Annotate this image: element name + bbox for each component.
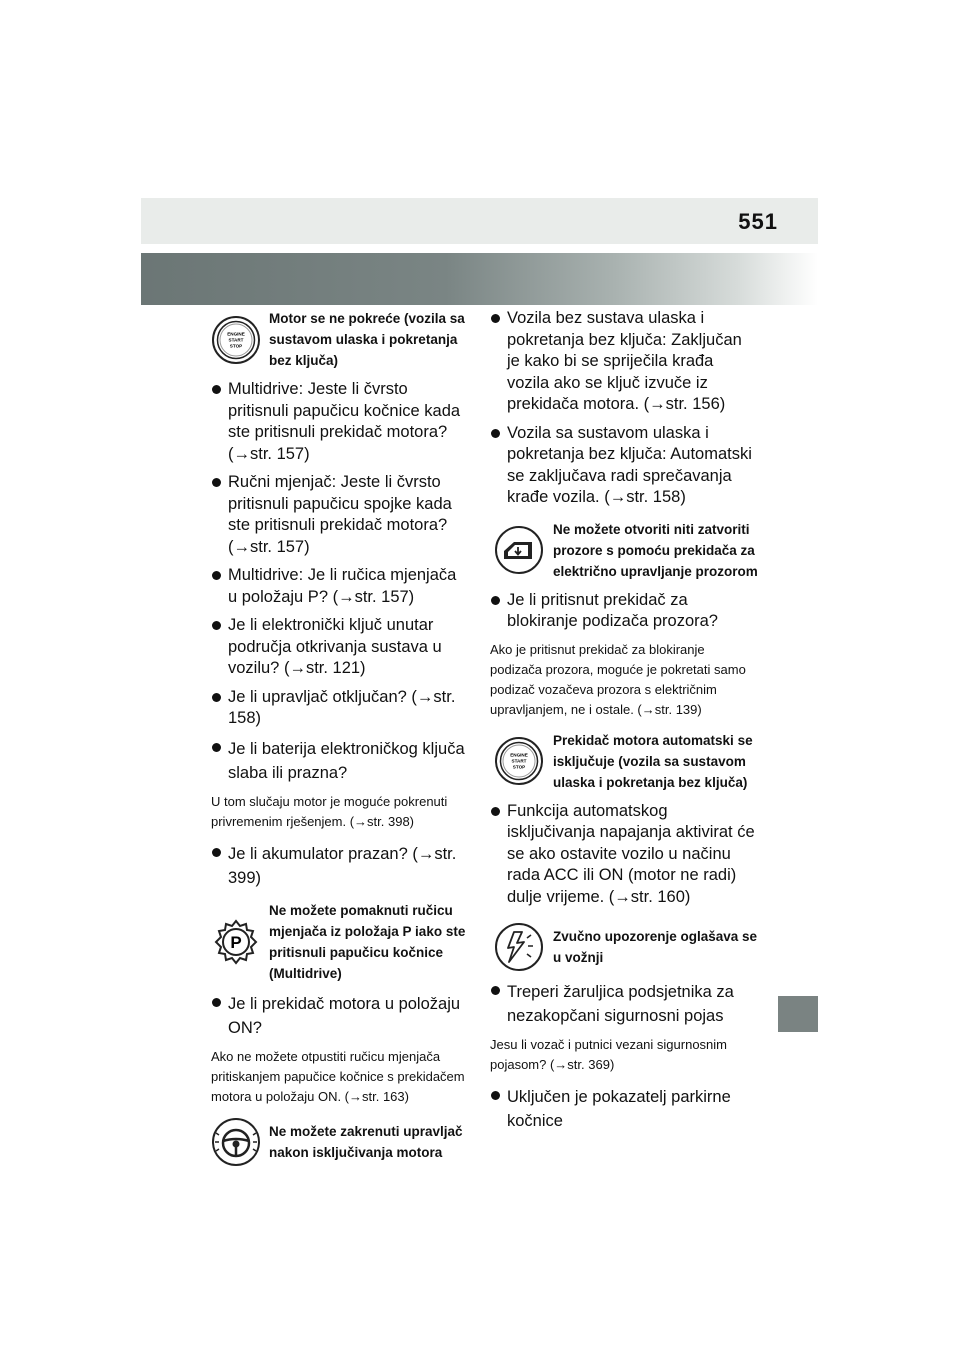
note-text: Ako je pritisnut prekidač za blokiranje podizača prozora, moguće je pokretati samo podizač vozačeva prozora s električnim upravljanjem, ne i ostale. (→str. 139) <box>490 641 746 717</box>
bullet-item: Je li pritisnut prekidač za blokiranje podizača prozora? <box>490 590 758 633</box>
park-gear-icon <box>211 917 261 967</box>
section-title: Prekidač motora automatski se isključuje (vozila sa sustavom ulaska i pokretanja bez ključa) <box>553 732 753 790</box>
engine-start-stop-icon <box>211 315 261 365</box>
section-title: Zvučno upozorenje oglašava se u vožnji <box>553 929 758 965</box>
page-number: 551 <box>738 209 778 234</box>
bullet-item: Je li akumulator prazan? (→str. 399) <box>211 842 469 890</box>
bullet-item: Multidrive: Je li ručica mjenjača u položaju P? (→str. 157) <box>211 565 469 608</box>
section-auto-power-off <box>490 730 758 793</box>
bullet-item: Treperi žaruljica podsjetnika za nezakopčani sigurnosni pojas <box>490 980 758 1028</box>
section-title: Ne možete zakrenuti upravljač nakon isključivanja motora <box>269 1123 463 1160</box>
right-column <box>490 308 758 1140</box>
bullet-item: Je li prekidač motora u položaju ON? <box>211 992 469 1040</box>
bullet-item: Je li elektronički ključ unutar područja otkrivanja sustava u vozilu? (→str. 121) <box>211 615 469 680</box>
bullet-item: Funkcija automatskog isključivanja napajanja aktivirat će se ako ostavite vozilo u načinu rada ACC ili ON (motor ne radi) dulje vrijeme. (→str. 160) <box>490 801 758 909</box>
warning-alarm-icon <box>494 922 544 972</box>
section-title: Motor se ne pokreće (vozila sa sustavom ulaska i pokretanja bez ključa) <box>269 311 465 368</box>
section-title: Ne možete pomaknuti ručicu mjenjača iz položaja P iako ste pritisnuli papučicu kočnice (Multidrive) <box>269 902 466 981</box>
note-text: Jesu li vozač i putnici vezani sigurnosnim pojasom? (→str. 369) <box>490 1037 727 1072</box>
section-title: Ne možete otvoriti niti zatvoriti prozore s pomoću prekidača za električno upravljanje prozorom <box>553 521 758 579</box>
bullet-item: Je li baterija elektroničkog ključa slaba ili prazna? <box>211 737 469 785</box>
section-band <box>141 253 818 305</box>
power-window-icon <box>494 525 544 575</box>
svg-text:ENGINE: ENGINE <box>510 752 528 758</box>
section-engine-wont-start <box>211 308 469 371</box>
chapter-tab <box>778 996 818 1032</box>
svg-text:P: P <box>230 932 242 952</box>
note-text: U tom slučaju motor je moguće pokrenuti privremenim rješenjem. (→str. 398) <box>211 793 448 829</box>
svg-text:ENGINE: ENGINE <box>227 331 245 336</box>
svg-text:START: START <box>511 758 527 764</box>
bullet-item: Je li upravljač otključan? (→str. 158) <box>211 687 469 730</box>
bullet-item: Multidrive: Jeste li čvrsto pritisnuli papučicu kočnice kada ste pritisnuli prekidač motora? (→str. 157) <box>211 379 469 465</box>
bullet-item: Ručni mjenjač: Jeste li čvrsto pritisnuli papučicu spojke kada ste pritisnuli prekidač motora? (→str. 157) <box>211 472 469 558</box>
section-shift-lever <box>211 900 469 984</box>
bullet-item: Vozila bez sustava ulaska i pokretanja bez ključa: Zaključan je kako bi se spriječila krađa vozila ako se ključ izvuče iz prekidača motora. (→str. 156) <box>490 308 758 416</box>
engine-start-stop-icon <box>494 736 544 786</box>
section-warning-buzzer <box>490 922 758 972</box>
svg-text:STOP: STOP <box>229 343 243 348</box>
section-steering-lock <box>211 1117 469 1167</box>
svg-text:START: START <box>228 337 244 342</box>
left-column <box>211 308 469 1175</box>
bullet-item: Vozila sa sustavom ulaska i pokretanja bez ključa: Automatski se zaključava radi sprečavanja krađe vozila. (→str. 158) <box>490 423 758 509</box>
header-bar <box>141 198 818 244</box>
note-text: Ako ne možete otpustiti ručicu mjenjača pritiskanjem papučice kočnice s prekidačem motora u položaju ON. (→str. 163) <box>211 1048 465 1104</box>
steering-wheel-icon <box>211 1117 261 1167</box>
bullet-item: Uključen je pokazatelj parkirne kočnice <box>490 1085 758 1133</box>
section-power-windows <box>490 519 758 582</box>
svg-text:STOP: STOP <box>512 764 526 770</box>
